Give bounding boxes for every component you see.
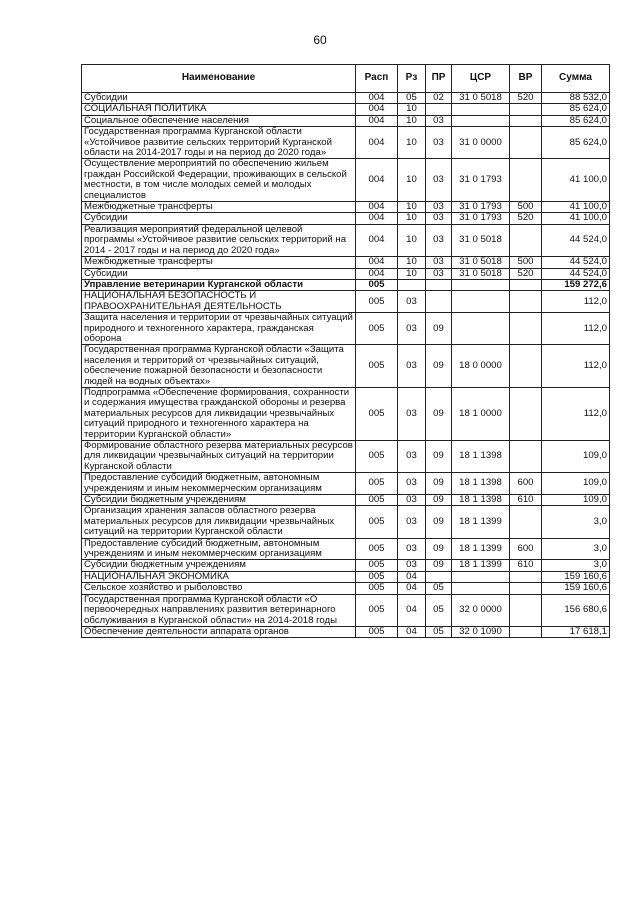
cell-vr bbox=[510, 104, 542, 115]
table-row bbox=[82, 224, 610, 256]
cell-vr: 600 bbox=[510, 538, 542, 560]
cell-vr bbox=[510, 583, 542, 594]
cell-pr: 03 bbox=[426, 224, 452, 256]
cell-rz: 03 bbox=[398, 291, 426, 313]
cell-sum: 3,0 bbox=[542, 506, 610, 538]
cell-rasp: 005 bbox=[356, 506, 398, 538]
cell-name: Межбюджетные трансферты bbox=[82, 257, 356, 268]
cell-pr: 09 bbox=[426, 473, 452, 495]
cell-sum: 112,0 bbox=[542, 345, 610, 388]
header-vr: ВР bbox=[510, 65, 542, 93]
cell-sum: 44 524,0 bbox=[542, 257, 610, 268]
cell-sum: 109,0 bbox=[542, 441, 610, 473]
cell-vr bbox=[510, 279, 542, 290]
cell-rasp: 004 bbox=[356, 213, 398, 224]
cell-rasp: 005 bbox=[356, 495, 398, 506]
table-row bbox=[82, 594, 610, 626]
cell-rz: 10 bbox=[398, 202, 426, 213]
cell-sum: 3,0 bbox=[542, 560, 610, 571]
table-row bbox=[82, 473, 610, 495]
table-row bbox=[82, 213, 610, 224]
cell-name: Обеспечение деятельности аппарата органов bbox=[82, 626, 356, 637]
cell-vr bbox=[510, 115, 542, 126]
cell-sum: 109,0 bbox=[542, 473, 610, 495]
cell-name: Субсидии bbox=[82, 268, 356, 279]
cell-rasp: 004 bbox=[356, 104, 398, 115]
cell-sum: 112,0 bbox=[542, 313, 610, 345]
cell-sum: 159 160,6 bbox=[542, 583, 610, 594]
cell-csr: 31 0 5018 bbox=[452, 257, 510, 268]
cell-csr bbox=[452, 115, 510, 126]
cell-pr: 09 bbox=[426, 495, 452, 506]
cell-csr: 18 1 0000 bbox=[452, 387, 510, 440]
table-row bbox=[82, 279, 610, 290]
cell-rz: 04 bbox=[398, 583, 426, 594]
cell-pr: 05 bbox=[426, 583, 452, 594]
table-row bbox=[82, 202, 610, 213]
cell-pr: 05 bbox=[426, 594, 452, 626]
cell-rz: 10 bbox=[398, 127, 426, 159]
table-row bbox=[82, 268, 610, 279]
table-row bbox=[82, 104, 610, 115]
cell-csr: 32 0 1090 bbox=[452, 626, 510, 637]
cell-vr bbox=[510, 127, 542, 159]
cell-pr: 09 bbox=[426, 506, 452, 538]
header-csr: ЦСР bbox=[452, 65, 510, 93]
cell-pr: 09 bbox=[426, 538, 452, 560]
table-row bbox=[82, 495, 610, 506]
table-row bbox=[82, 127, 610, 159]
cell-csr bbox=[452, 279, 510, 290]
cell-name: Сельское хозяйство и рыболовство bbox=[82, 583, 356, 594]
table-row bbox=[82, 291, 610, 313]
cell-rasp: 005 bbox=[356, 291, 398, 313]
cell-pr: 03 bbox=[426, 257, 452, 268]
cell-csr bbox=[452, 583, 510, 594]
cell-rasp: 005 bbox=[356, 313, 398, 345]
cell-rasp: 004 bbox=[356, 93, 398, 104]
cell-name: Субсидии бюджетным учреждениям bbox=[82, 495, 356, 506]
table-row bbox=[82, 583, 610, 594]
cell-rz: 10 bbox=[398, 159, 426, 202]
cell-pr: 09 bbox=[426, 560, 452, 571]
table-row bbox=[82, 313, 610, 345]
cell-pr: 03 bbox=[426, 115, 452, 126]
cell-vr bbox=[510, 345, 542, 388]
cell-csr: 18 1 1399 bbox=[452, 560, 510, 571]
cell-vr bbox=[510, 626, 542, 637]
cell-csr: 31 0 1793 bbox=[452, 159, 510, 202]
cell-sum: 85 624,0 bbox=[542, 115, 610, 126]
cell-rasp: 004 bbox=[356, 257, 398, 268]
cell-csr: 18 1 1399 bbox=[452, 538, 510, 560]
cell-pr bbox=[426, 291, 452, 313]
page-number: 60 bbox=[313, 33, 327, 47]
cell-rz bbox=[398, 279, 426, 290]
cell-rz: 03 bbox=[398, 560, 426, 571]
cell-vr: 520 bbox=[510, 268, 542, 279]
cell-vr: 520 bbox=[510, 213, 542, 224]
cell-name: Защита населения и территории от чрезвычайных ситуаций природного и техногенного характера, гражданская оборона bbox=[82, 313, 356, 345]
cell-vr bbox=[510, 571, 542, 582]
cell-sum: 112,0 bbox=[542, 291, 610, 313]
cell-vr: 600 bbox=[510, 473, 542, 495]
cell-vr bbox=[510, 224, 542, 256]
cell-vr: 500 bbox=[510, 257, 542, 268]
cell-sum: 85 624,0 bbox=[542, 104, 610, 115]
header-sum: Сумма bbox=[542, 65, 610, 93]
cell-rasp: 005 bbox=[356, 583, 398, 594]
cell-name: Реализация мероприятий федеральной целевой программы «Устойчивое развитие сельских территорий на 2014 - 2017 годы и на период до 2020 года» bbox=[82, 224, 356, 256]
cell-csr: 32 0 0000 bbox=[452, 594, 510, 626]
cell-pr: 03 bbox=[426, 127, 452, 159]
cell-rasp: 004 bbox=[356, 127, 398, 159]
table-row bbox=[82, 538, 610, 560]
cell-vr bbox=[510, 291, 542, 313]
cell-pr: 03 bbox=[426, 268, 452, 279]
cell-rasp: 004 bbox=[356, 224, 398, 256]
cell-name: НАЦИОНАЛЬНАЯ БЕЗОПАСНОСТЬ И ПРАВООХРАНИТЕЛЬНАЯ ДЕЯТЕЛЬНОСТЬ bbox=[82, 291, 356, 313]
cell-csr: 18 1 1398 bbox=[452, 473, 510, 495]
cell-rasp: 005 bbox=[356, 279, 398, 290]
cell-rz: 03 bbox=[398, 473, 426, 495]
cell-sum: 44 524,0 bbox=[542, 268, 610, 279]
cell-rz: 10 bbox=[398, 115, 426, 126]
cell-name: Предоставление субсидий бюджетным, автономным учреждениям и иным некоммерческим организациям bbox=[82, 473, 356, 495]
cell-name: Социальное обеспечение населения bbox=[82, 115, 356, 126]
cell-name: Осуществление мероприятий по обеспечению жильем граждан Российской Федерации, проживающих в сельской местности, в том числе молодых семей и молодых специалистов bbox=[82, 159, 356, 202]
cell-pr: 09 bbox=[426, 387, 452, 440]
table-row bbox=[82, 571, 610, 582]
cell-rz: 03 bbox=[398, 495, 426, 506]
cell-rasp: 005 bbox=[356, 538, 398, 560]
table-row bbox=[82, 506, 610, 538]
cell-rasp: 004 bbox=[356, 268, 398, 279]
cell-sum: 44 524,0 bbox=[542, 224, 610, 256]
cell-rz: 05 bbox=[398, 93, 426, 104]
table-row bbox=[82, 626, 610, 637]
table-row bbox=[82, 115, 610, 126]
cell-sum: 41 100,0 bbox=[542, 159, 610, 202]
cell-name: Субсидии бюджетным учреждениям bbox=[82, 560, 356, 571]
cell-rz: 03 bbox=[398, 441, 426, 473]
cell-csr: 18 0 0000 bbox=[452, 345, 510, 388]
cell-rz: 04 bbox=[398, 626, 426, 637]
cell-name: НАЦИОНАЛЬНАЯ ЭКОНОМИКА bbox=[82, 571, 356, 582]
cell-vr bbox=[510, 313, 542, 345]
cell-pr: 05 bbox=[426, 626, 452, 637]
cell-csr: 31 0 5018 bbox=[452, 268, 510, 279]
cell-pr: 03 bbox=[426, 202, 452, 213]
cell-rasp: 005 bbox=[356, 473, 398, 495]
cell-vr: 610 bbox=[510, 560, 542, 571]
cell-pr: 03 bbox=[426, 159, 452, 202]
cell-csr bbox=[452, 291, 510, 313]
cell-name: Государственная программа Курганской области «Устойчивое развитие сельских территорий Курганской области на 2014-2017 годы и на период до 2020 года» bbox=[82, 127, 356, 159]
cell-rz: 03 bbox=[398, 313, 426, 345]
cell-csr: 31 0 1793 bbox=[452, 202, 510, 213]
cell-sum: 3,0 bbox=[542, 538, 610, 560]
cell-csr: 31 0 5018 bbox=[452, 224, 510, 256]
cell-vr bbox=[510, 506, 542, 538]
cell-name: Предоставление субсидий бюджетным, автономным учреждениям и иным некоммерческим организациям bbox=[82, 538, 356, 560]
cell-rz: 10 bbox=[398, 257, 426, 268]
cell-vr bbox=[510, 441, 542, 473]
cell-name: Управление ветеринарии Курганской области bbox=[82, 279, 356, 290]
cell-name: Организация хранения запасов областного резерва материальных ресурсов для ликвидации чрезвычайных ситуаций на территории Курганской области bbox=[82, 506, 356, 538]
header-name: Наименование bbox=[82, 65, 356, 93]
table-row bbox=[82, 93, 610, 104]
cell-rz: 04 bbox=[398, 594, 426, 626]
cell-csr: 18 1 1398 bbox=[452, 495, 510, 506]
cell-rz: 03 bbox=[398, 387, 426, 440]
cell-sum: 41 100,0 bbox=[542, 213, 610, 224]
cell-pr bbox=[426, 279, 452, 290]
cell-vr: 500 bbox=[510, 202, 542, 213]
cell-csr: 18 1 1398 bbox=[452, 441, 510, 473]
cell-rz: 10 bbox=[398, 213, 426, 224]
cell-rz: 03 bbox=[398, 538, 426, 560]
header-pr: ПР bbox=[426, 65, 452, 93]
table-row bbox=[82, 257, 610, 268]
cell-rz: 10 bbox=[398, 104, 426, 115]
cell-pr bbox=[426, 571, 452, 582]
cell-rz: 03 bbox=[398, 506, 426, 538]
cell-rasp: 004 bbox=[356, 115, 398, 126]
cell-name: Формирование областного резерва материальных ресурсов для ликвидации чрезвычайных ситуаций на территории Курганской области bbox=[82, 441, 356, 473]
budget-table bbox=[81, 64, 610, 638]
cell-csr: 31 0 0000 bbox=[452, 127, 510, 159]
header-rz: Рз bbox=[398, 65, 426, 93]
cell-vr: 610 bbox=[510, 495, 542, 506]
cell-rasp: 005 bbox=[356, 571, 398, 582]
cell-sum: 41 100,0 bbox=[542, 202, 610, 213]
cell-csr bbox=[452, 313, 510, 345]
cell-vr bbox=[510, 159, 542, 202]
cell-pr bbox=[426, 104, 452, 115]
header-rasp: Расп bbox=[356, 65, 398, 93]
cell-rasp: 005 bbox=[356, 345, 398, 388]
cell-sum: 159 272,6 bbox=[542, 279, 610, 290]
cell-pr: 02 bbox=[426, 93, 452, 104]
cell-rasp: 005 bbox=[356, 387, 398, 440]
cell-sum: 88 532,0 bbox=[542, 93, 610, 104]
cell-rasp: 005 bbox=[356, 626, 398, 637]
cell-name: Государственная программа Курганской области «О первоочередных направлениях развития ветеринарного обслуживания в Курганской области» на 2014-2018 годы bbox=[82, 594, 356, 626]
cell-rz: 04 bbox=[398, 571, 426, 582]
cell-pr: 09 bbox=[426, 313, 452, 345]
table-row bbox=[82, 345, 610, 388]
cell-pr: 09 bbox=[426, 441, 452, 473]
cell-vr bbox=[510, 594, 542, 626]
cell-rasp: 004 bbox=[356, 202, 398, 213]
cell-csr: 31 0 5018 bbox=[452, 93, 510, 104]
cell-sum: 17 618,1 bbox=[542, 626, 610, 637]
cell-name: Субсидии bbox=[82, 213, 356, 224]
cell-rasp: 005 bbox=[356, 560, 398, 571]
cell-name: Подпрограмма «Обеспечение формирования, сохранности и содержания имущества гражданской обороны и резерва материальных ресурсов для ликвидации чрезвычайных ситуаций природного и техногенного характера на территории Курганской области» bbox=[82, 387, 356, 440]
cell-pr: 03 bbox=[426, 213, 452, 224]
cell-name: Межбюджетные трансферты bbox=[82, 202, 356, 213]
cell-name: Государственная программа Курганской области «Защита населения и территорий от чрезвычайных ситуаций, обеспечение пожарной безопасности и безопасности людей на водных объектах» bbox=[82, 345, 356, 388]
table-row bbox=[82, 441, 610, 473]
cell-vr bbox=[510, 387, 542, 440]
cell-name: СОЦИАЛЬНАЯ ПОЛИТИКА bbox=[82, 104, 356, 115]
table-row bbox=[82, 159, 610, 202]
cell-vr: 520 bbox=[510, 93, 542, 104]
cell-sum: 156 680,6 bbox=[542, 594, 610, 626]
cell-rz: 03 bbox=[398, 345, 426, 388]
cell-csr: 31 0 1793 bbox=[452, 213, 510, 224]
cell-rasp: 005 bbox=[356, 441, 398, 473]
table-row bbox=[82, 387, 610, 440]
cell-sum: 112,0 bbox=[542, 387, 610, 440]
cell-rasp: 005 bbox=[356, 594, 398, 626]
table-row bbox=[82, 560, 610, 571]
cell-name: Субсидии bbox=[82, 93, 356, 104]
cell-sum: 159 160,6 bbox=[542, 571, 610, 582]
cell-rz: 10 bbox=[398, 268, 426, 279]
cell-rz: 10 bbox=[398, 224, 426, 256]
cell-sum: 109,0 bbox=[542, 495, 610, 506]
cell-csr: 18 1 1399 bbox=[452, 506, 510, 538]
cell-rasp: 004 bbox=[356, 159, 398, 202]
cell-csr bbox=[452, 571, 510, 582]
cell-sum: 85 624,0 bbox=[542, 127, 610, 159]
cell-pr: 09 bbox=[426, 345, 452, 388]
cell-csr bbox=[452, 104, 510, 115]
table-header-row bbox=[82, 65, 610, 93]
